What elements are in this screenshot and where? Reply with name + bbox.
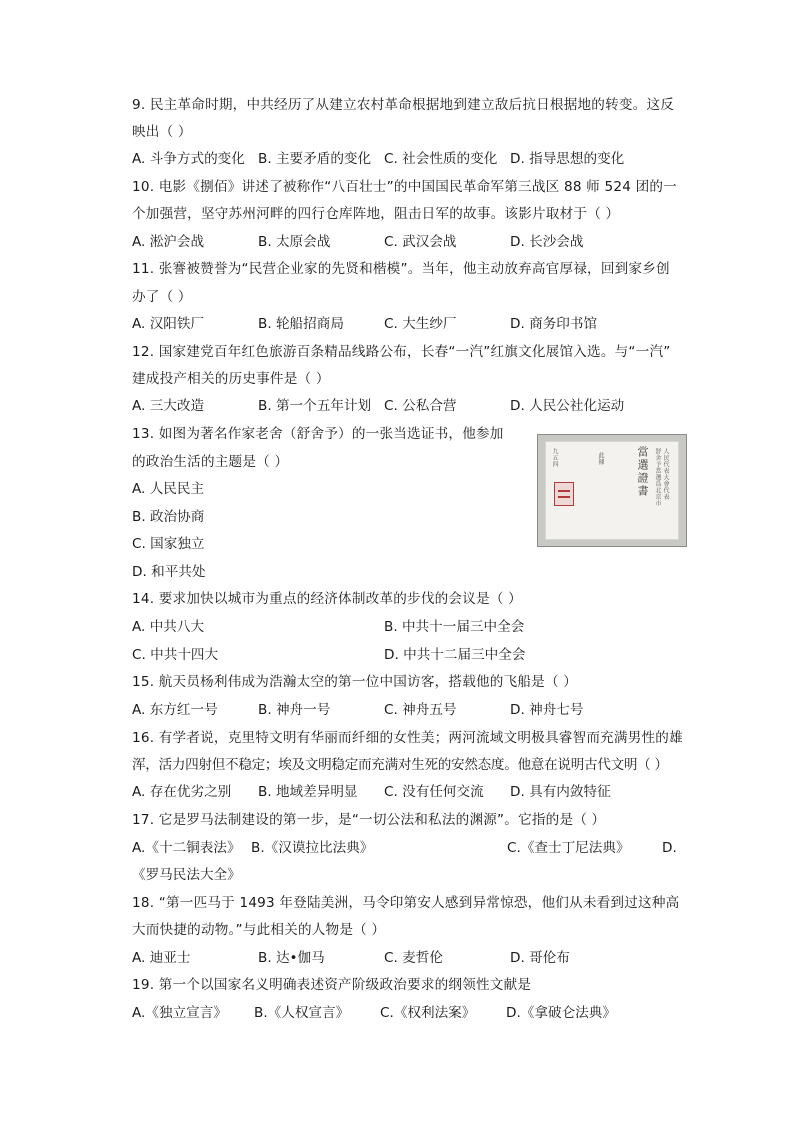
- q9-option-c[interactable]: C. 社会性质的变化: [384, 151, 498, 167]
- q13-stem-line1: 13. 如图为著名作家老舍（舒舍予）的一张当选证书，他参加: [132, 426, 504, 442]
- election-certificate-photo: [537, 434, 687, 547]
- q18-option-b[interactable]: B. 达•伽马: [258, 950, 325, 966]
- q16-stem-line1: 16. 有学者说，克里特文明有华丽而纤细的女性美；两河流域文明极具睿智而充满男性的雄: [132, 730, 683, 746]
- certificate-paper: [545, 441, 679, 540]
- q9-option-d[interactable]: D. 指导思想的变化: [510, 151, 625, 167]
- q11-stem-line2: 办了（ ）: [132, 289, 192, 305]
- q19-option-a[interactable]: A.《独立宣言》: [132, 1005, 227, 1021]
- certificate-title: 當選證書: [636, 446, 649, 498]
- q19-option-b[interactable]: B.《人权宣言》: [254, 1005, 350, 1021]
- q12-option-b[interactable]: B. 第一个五年计划: [258, 398, 372, 414]
- certificate-text-col2: 人民代表大會代表: [662, 448, 669, 500]
- q19-stem-line1: 19. 第一个以国家名义明确表述资产阶级政治要求的纲领性文献是: [132, 977, 532, 993]
- q16-stem-line2: 浑，活力四射但不稳定；埃及文明稳定而充满对生死的安然态度。他意在说明古代文明（ ）: [132, 757, 668, 773]
- q12-option-c[interactable]: C. 公私合营: [384, 398, 457, 414]
- q10-option-a[interactable]: A. 淞沪会战: [132, 234, 205, 250]
- q14-option-b[interactable]: B. 中共十一届三中全会: [384, 619, 525, 635]
- q15-option-c[interactable]: C. 神舟五号: [384, 702, 457, 718]
- q12-stem-line2: 建成投产相关的历史事件是（ ）: [132, 371, 330, 387]
- q16-option-c[interactable]: C. 没有任何交流: [384, 784, 484, 800]
- q17-option-a[interactable]: A.《十二铜表法》: [132, 840, 241, 856]
- certificate-text-col3: 此據: [597, 452, 604, 465]
- q9-option-a[interactable]: A. 斗争方式的变化: [132, 151, 245, 167]
- q17-option-c[interactable]: C.《查士丁尼法典》: [507, 840, 630, 856]
- q16-option-a[interactable]: A. 存在优劣之别: [132, 784, 232, 800]
- q10-stem-line2: 个加强营，坚守苏州河畔的四行仓库阵地，阻击日军的故事。该影片取材于（ ）: [132, 206, 620, 222]
- q9-stem-line1: 9. 民主革命时期，中共经历了从建立农村革命根据地到建立敌后抗日根据地的转变。这反: [132, 97, 675, 113]
- q17-option-b[interactable]: B.《汉谟拉比法典》: [251, 840, 374, 856]
- certificate-date-col: 九五四: [551, 448, 558, 468]
- q18-option-a[interactable]: A. 迪亚士: [132, 950, 191, 966]
- q18-stem-line1: 18. “第一匹马于 1493 年登陆美洲，马令印第安人感到异常惊恐，他们从未看到过这种高: [132, 895, 680, 911]
- q13-stem-line2: 的政治生活的主题是（ ）: [132, 454, 289, 470]
- q11-stem-line1: 11. 张謇被赞誉为“民营企业家的先贤和楷模”。当年，他主动放弃高官厚禄，回到家乡创: [132, 261, 670, 277]
- q18-stem-line2: 大而快捷的动物。”与此相关的人物是（ ）: [132, 922, 386, 938]
- q10-option-b[interactable]: B. 太原会战: [258, 234, 331, 250]
- q16-option-d[interactable]: D. 具有内敛特征: [510, 784, 611, 800]
- q17-option-d[interactable]: 《罗马民法大全》: [132, 867, 241, 883]
- q14-stem-line1: 14. 要求加快以城市为重点的经济体制改革的步伐的会议是（ ）: [132, 591, 522, 607]
- q12-option-a[interactable]: A. 三大改造: [132, 398, 205, 414]
- q15-option-a[interactable]: A. 东方红一号: [132, 702, 218, 718]
- q11-option-a[interactable]: A. 汉阳铁厂: [132, 316, 205, 332]
- red-seal-icon: [554, 482, 574, 506]
- q15-option-d[interactable]: D. 神舟七号: [510, 702, 584, 718]
- q9-option-b[interactable]: B. 主要矛盾的变化: [258, 151, 372, 167]
- q11-option-c[interactable]: C. 大生纱厂: [384, 316, 457, 332]
- q9-stem-line2: 映出（ ）: [132, 124, 192, 140]
- q16-option-b[interactable]: B. 地域差异明显: [258, 784, 358, 800]
- q18-option-d[interactable]: D. 哥伦布: [510, 950, 570, 966]
- q15-stem-line1: 15. 航天员杨利伟成为浩瀚太空的第一位中国访客，搭载他的飞船是（ ）: [132, 674, 578, 690]
- q10-option-d[interactable]: D. 长沙会战: [510, 234, 584, 250]
- q17-stem-line1: 17. 它是罗马法制建设的第一步，是“一切公法和私法的渊源”。它指的是（ ）: [132, 812, 606, 828]
- q10-option-c[interactable]: C. 武汉会战: [384, 234, 457, 250]
- q11-option-b[interactable]: B. 轮船招商局: [258, 316, 344, 332]
- q14-option-d[interactable]: D. 中共十二届三中全会: [384, 647, 526, 663]
- q17-option-d-label[interactable]: D.: [662, 840, 677, 856]
- q18-option-c[interactable]: C. 麦哲伦: [384, 950, 443, 966]
- q13-option-d[interactable]: D. 和平共处: [132, 564, 206, 580]
- q14-option-c[interactable]: C. 中共十四大: [132, 647, 219, 663]
- q19-option-d[interactable]: D.《拿破仑法典》: [506, 1005, 616, 1021]
- q12-stem-line1: 12. 国家建党百年红色旅游百条精品线路公布，长春“一汽”红旗文化展馆入选。与“一汽”: [132, 344, 671, 360]
- q19-option-c[interactable]: C.《权利法案》: [380, 1005, 476, 1021]
- q11-option-d[interactable]: D. 商务印书馆: [510, 316, 598, 332]
- q12-option-d[interactable]: D. 人民公社化运动: [510, 398, 625, 414]
- q14-option-a[interactable]: A. 中共八大: [132, 619, 205, 635]
- q15-option-b[interactable]: B. 神舟一号: [258, 702, 331, 718]
- q13-option-b[interactable]: B. 政治协商: [132, 509, 205, 525]
- q10-stem-line1: 10. 电影《捌佰》讲述了被称作“八百壮士”的中国国民革命军第三战区 88 师 524 团的一: [132, 179, 677, 195]
- certificate-text-col1: 舒舍予當選爲北京市: [654, 448, 661, 507]
- q13-option-a[interactable]: A. 人民民主: [132, 481, 205, 497]
- q13-option-c[interactable]: C. 国家独立: [132, 536, 205, 552]
